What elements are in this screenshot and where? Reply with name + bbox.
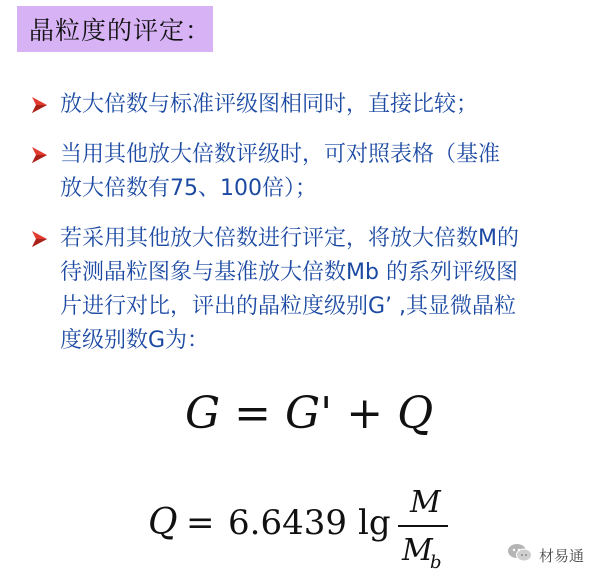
- watermark-text: 材易通: [538, 546, 584, 565]
- formula-grain-size: G = G' + Q: [185, 388, 434, 439]
- bullet-list: [30, 88, 575, 374]
- bullet-text: 当用其他放大倍数评级时，可对照表格（基准 放大倍数有75、100倍）；: [60, 142, 501, 201]
- bullet-item: [30, 138, 575, 206]
- arrow-bullet-icon: [30, 88, 60, 122]
- arrow-bullet-icon: [30, 222, 60, 256]
- title-box: [17, 6, 213, 52]
- formula-q-denominator-sub: b: [430, 552, 442, 573]
- formula-q-numerator: M: [410, 486, 441, 520]
- arrow-bullet-icon: [30, 138, 60, 172]
- slide-title: 晶粒度的评定：: [29, 16, 212, 45]
- formula-q-log: lg: [358, 503, 391, 543]
- formula-q-coefficient: 6.6439: [228, 503, 347, 543]
- bullet-text: 放大倍数与标准评级图相同时，直接比较；: [60, 92, 479, 117]
- bullet-item: [30, 222, 575, 358]
- wechat-icon: [507, 542, 533, 568]
- formula-q: [148, 486, 468, 582]
- formula-q-lhs: Q: [148, 502, 178, 543]
- formula-q-denominator: M: [402, 533, 433, 568]
- formula-q-equals: =: [186, 503, 215, 543]
- watermark: [507, 542, 584, 568]
- bullet-text: 若采用其他放大倍数进行评定，将放大倍数M的 待测晶粒图象与基准放大倍数Mb 的系列评级图 片进行对比，评出的晶粒度级别G’ ,其显微晶粒 度级别数G为：: [60, 226, 519, 353]
- bullet-item: [30, 88, 575, 122]
